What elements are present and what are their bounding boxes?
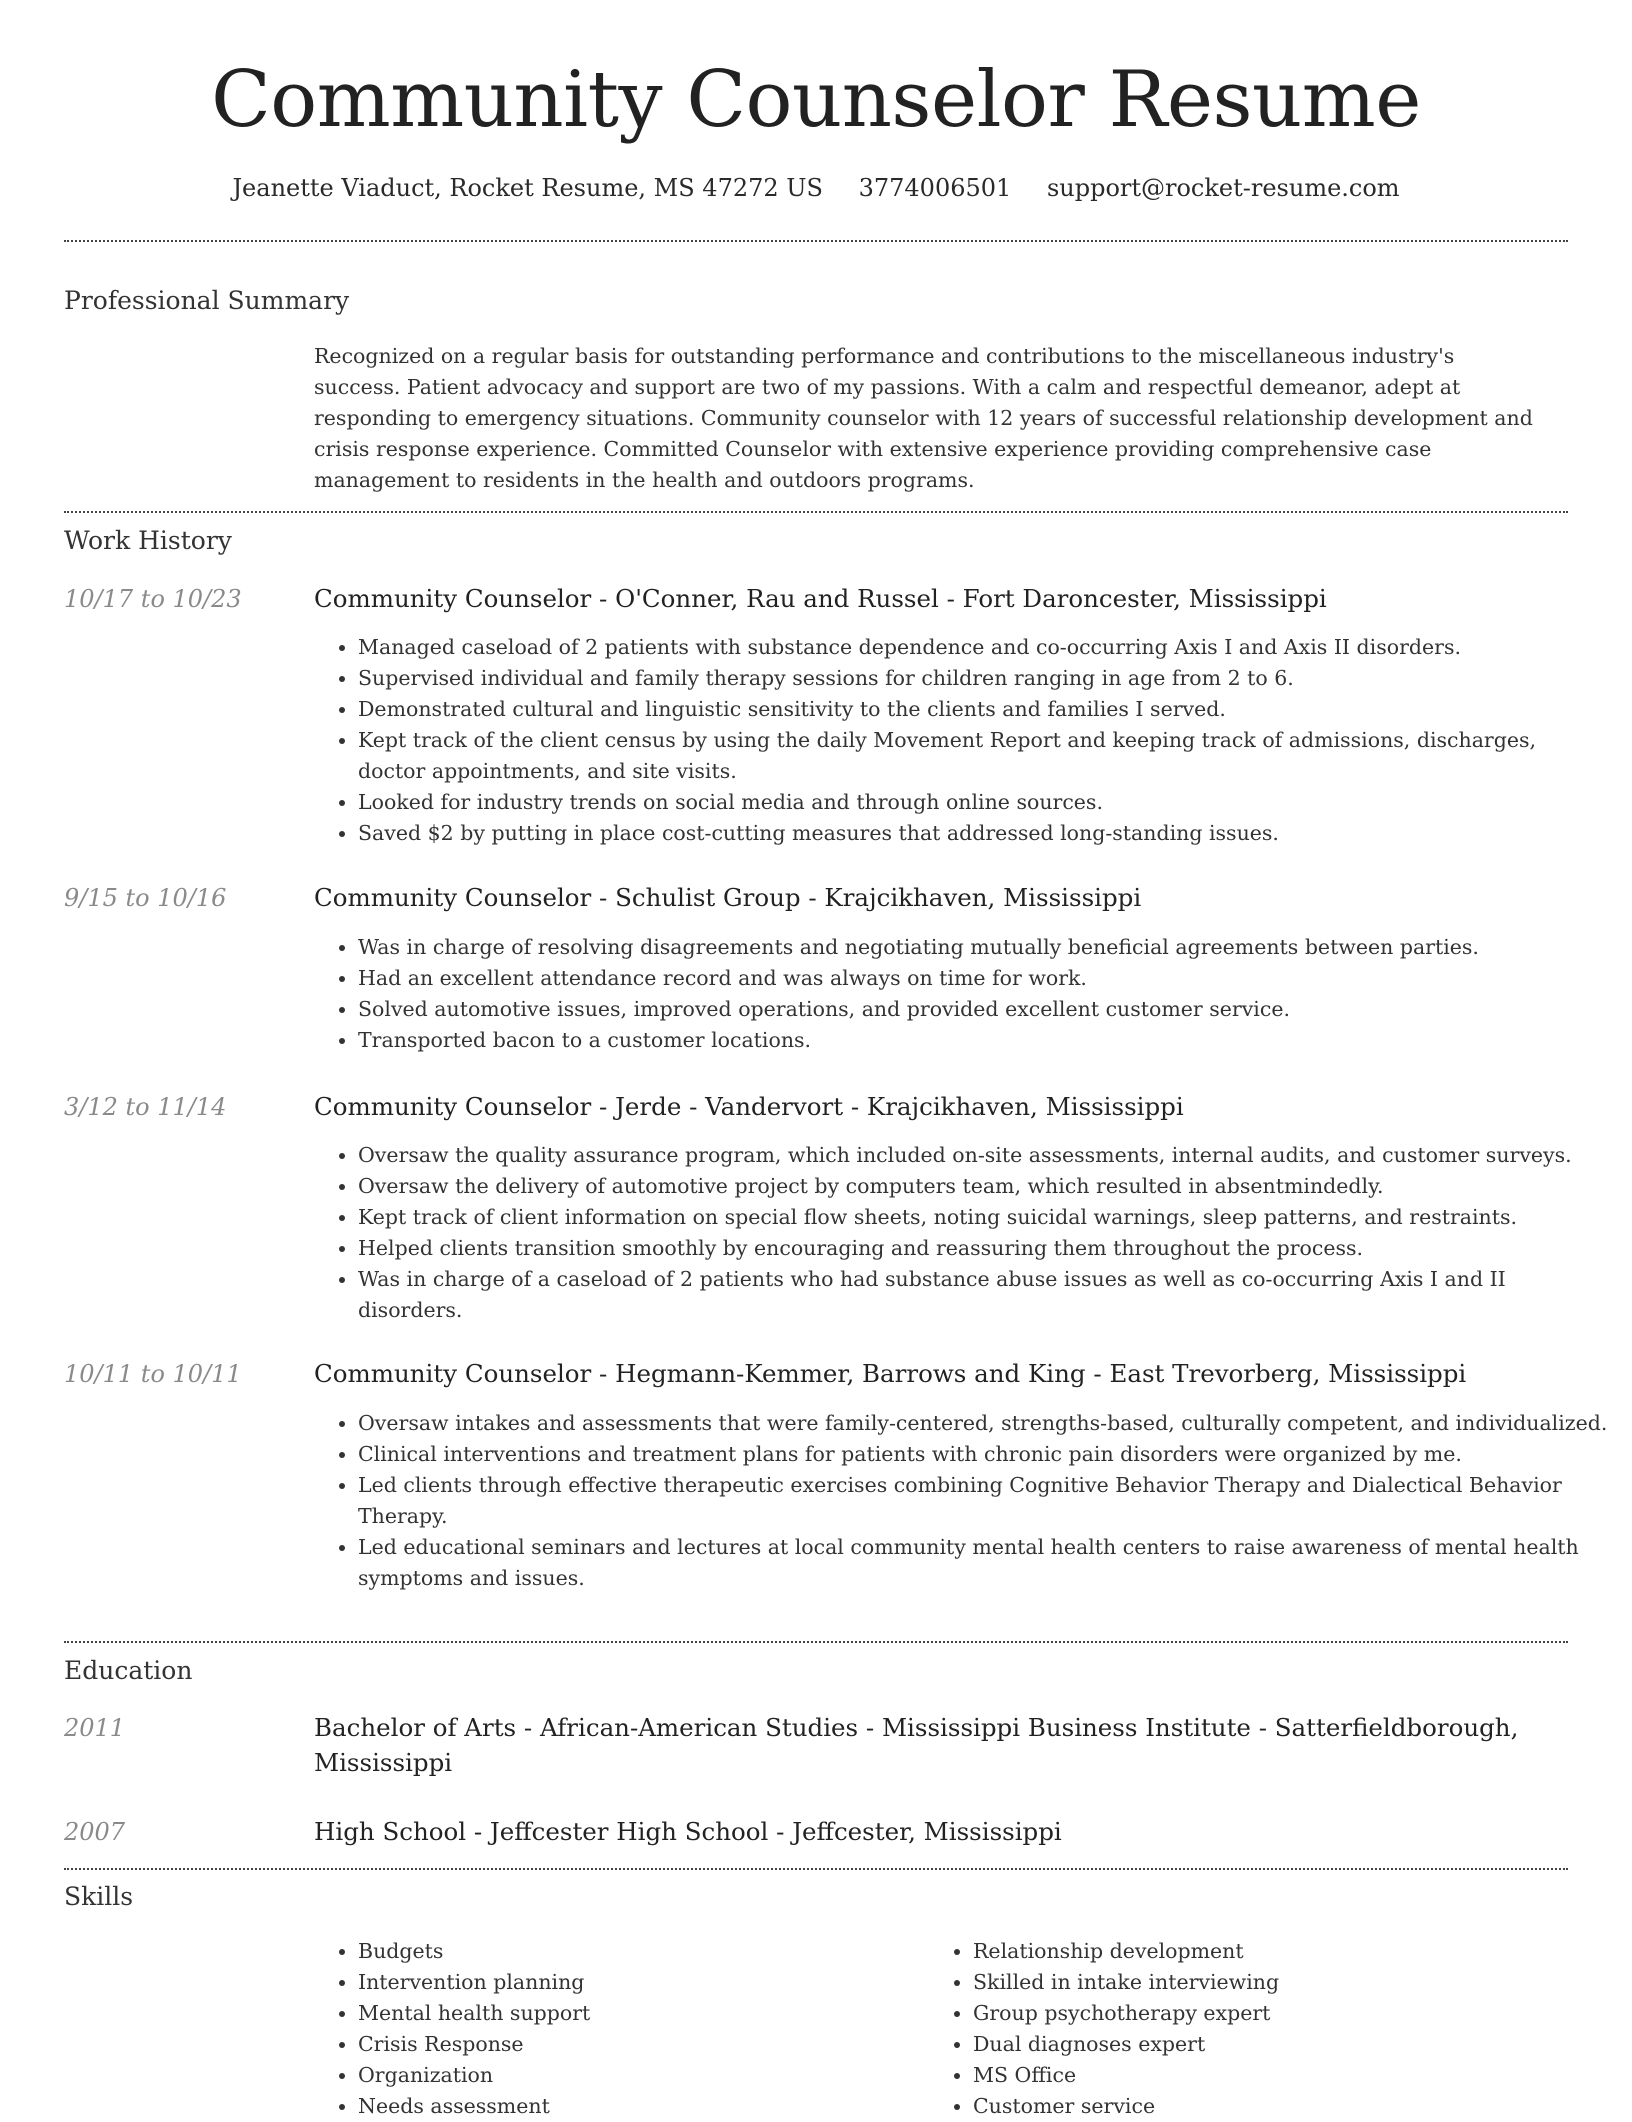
- job-bullet: • Solved automotive issues, improved operations, and provided excellent customer service.: [358, 994, 1608, 1025]
- job-bullet: • Managed caseload of 2 patients with substance dependence and co-occurring Axis I and Axis II disorders.: [358, 632, 1608, 663]
- contact-phone: 3774006501: [858, 174, 1012, 202]
- job-title: Community Counselor - Schulist Group - Krajcikhaven, Mississippi: [314, 883, 1142, 912]
- education-entry: Bachelor of Arts - African-American Studies - Mississippi Business Institute - Satterfieldborough, Mississippi: [314, 1713, 1519, 1777]
- job-bullet: • Was in charge of resolving disagreements and negotiating mutually beneficial agreements between parties.: [358, 932, 1608, 963]
- job-bullet: • Led educational seminars and lectures at local community mental health centers to raise awareness of mental health symptoms and issues.: [358, 1532, 1608, 1594]
- job-dates: 10/17 to 10/23: [64, 585, 242, 613]
- job-bullet: • Transported bacon to a customer locations.: [358, 1025, 1608, 1056]
- skill-item: • Organization: [358, 2060, 918, 2091]
- job-dates: 3/12 to 11/14: [64, 1093, 227, 1121]
- job-bullet: • Led clients through effective therapeutic exercises combining Cognitive Behavior Therapy and Dialectical Behavior Therapy.: [358, 1470, 1608, 1532]
- job-bullet: • Was in charge of a caseload of 2 patients who had substance abuse issues as well as co-occurring Axis I and II disorders.: [358, 1264, 1608, 1326]
- job-bullet: • Saved $2 by putting in place cost-cutting measures that addressed long-standing issues.: [358, 818, 1608, 849]
- skill-item: • Budgets: [358, 1936, 918, 1967]
- job-bullet: • Oversaw intakes and assessments that were family-centered, strengths-based, culturally competent, and individualized.: [358, 1408, 1608, 1439]
- section-divider: [64, 1868, 1568, 1870]
- work-history-heading: Work History: [64, 526, 232, 555]
- job-bullet: • Had an excellent attendance record and was always on time for work.: [358, 963, 1608, 994]
- skill-item: • MS Office: [973, 2060, 1533, 2091]
- job-bullets: [314, 1140, 1608, 1326]
- section-divider: [64, 240, 1568, 242]
- skill-item: • Intervention planning: [358, 1967, 918, 1998]
- job-bullet: • Clinical interventions and treatment plans for patients with chronic pain disorders were organized by me.: [358, 1439, 1608, 1470]
- skill-item: • Dual diagnoses expert: [973, 2029, 1533, 2060]
- skill-item: • Group psychotherapy expert: [973, 1998, 1533, 2029]
- skills-list-left: [314, 1936, 918, 2122]
- skills-heading: Skills: [64, 1882, 134, 1911]
- education-entry: High School - Jeffcester High School - Jeffcester, Mississippi: [314, 1817, 1062, 1846]
- contact-email: support@rocket-resume.com: [1046, 174, 1400, 202]
- job-bullet: • Looked for industry trends on social media and through online sources.: [358, 787, 1608, 818]
- education-year: 2007: [64, 1818, 126, 1846]
- resume-title: Community Counselor Resume: [211, 55, 1421, 145]
- skills-list-right: [929, 1936, 1533, 2122]
- contact-address: Jeanette Viaduct, Rocket Resume, MS 47272 US: [232, 174, 823, 202]
- job-bullets: [314, 1408, 1608, 1594]
- job-title: Community Counselor - Hegmann-Kemmer, Barrows and King - East Trevorberg, Mississippi: [314, 1359, 1467, 1388]
- section-divider: [64, 1641, 1568, 1643]
- job-bullet: • Demonstrated cultural and linguistic sensitivity to the clients and families I served.: [358, 694, 1608, 725]
- job-bullet: • Supervised individual and family therapy sessions for children ranging in age from 2 to 6.: [358, 663, 1608, 694]
- job-dates: 10/11 to 10/11: [64, 1360, 242, 1388]
- job-title: Community Counselor - Jerde - Vandervort - Krajcikhaven, Mississippi: [314, 1092, 1184, 1121]
- job-bullet: • Kept track of the client census by using the daily Movement Report and keeping track of admissions, discharges, doctor appointments, and site visits.: [358, 725, 1608, 787]
- job-bullets: [314, 932, 1608, 1056]
- job-bullet: • Oversaw the delivery of automotive project by computers team, which resulted in absentmindedly.: [358, 1171, 1608, 1202]
- job-title: Community Counselor - O'Conner, Rau and Russel - Fort Daroncester, Mississippi: [314, 584, 1327, 613]
- job-bullet: • Helped clients transition smoothly by encouraging and reassuring them throughout the process.: [358, 1233, 1608, 1264]
- education-year: 2011: [64, 1714, 126, 1742]
- skill-item: • Customer service: [973, 2091, 1533, 2122]
- skill-item: • Crisis Response: [358, 2029, 918, 2060]
- skill-item: • Skilled in intake interviewing: [973, 1967, 1533, 1998]
- education-heading: Education: [64, 1656, 193, 1685]
- skill-item: • Needs assessment: [358, 2091, 918, 2122]
- summary-text: Recognized on a regular basis for outstanding performance and contributions to the miscellaneous industry's success. Patient advocacy and support are two of my passions. With a calm and respectful demeanor, adept at responding to emergency situations. Community counselor with 12 years of successful relationship development and crisis response experience. Committed Counselor with extensive experience providing comprehensive case management to residents in the health and outdoors programs.: [314, 344, 1533, 492]
- job-bullet: • Kept track of client information on special flow sheets, noting suicidal warnings, sleep patterns, and restraints.: [358, 1202, 1608, 1233]
- skill-item: • Relationship development: [973, 1936, 1533, 1967]
- contact-line: [0, 171, 1632, 205]
- skill-item: • Mental health support: [358, 1998, 918, 2029]
- summary-heading: Professional Summary: [64, 286, 350, 315]
- job-bullets: [314, 632, 1608, 849]
- section-divider: [64, 511, 1568, 513]
- job-bullet: • Oversaw the quality assurance program, which included on-site assessments, internal audits, and customer surveys.: [358, 1140, 1608, 1171]
- job-dates: 9/15 to 10/16: [64, 884, 227, 912]
